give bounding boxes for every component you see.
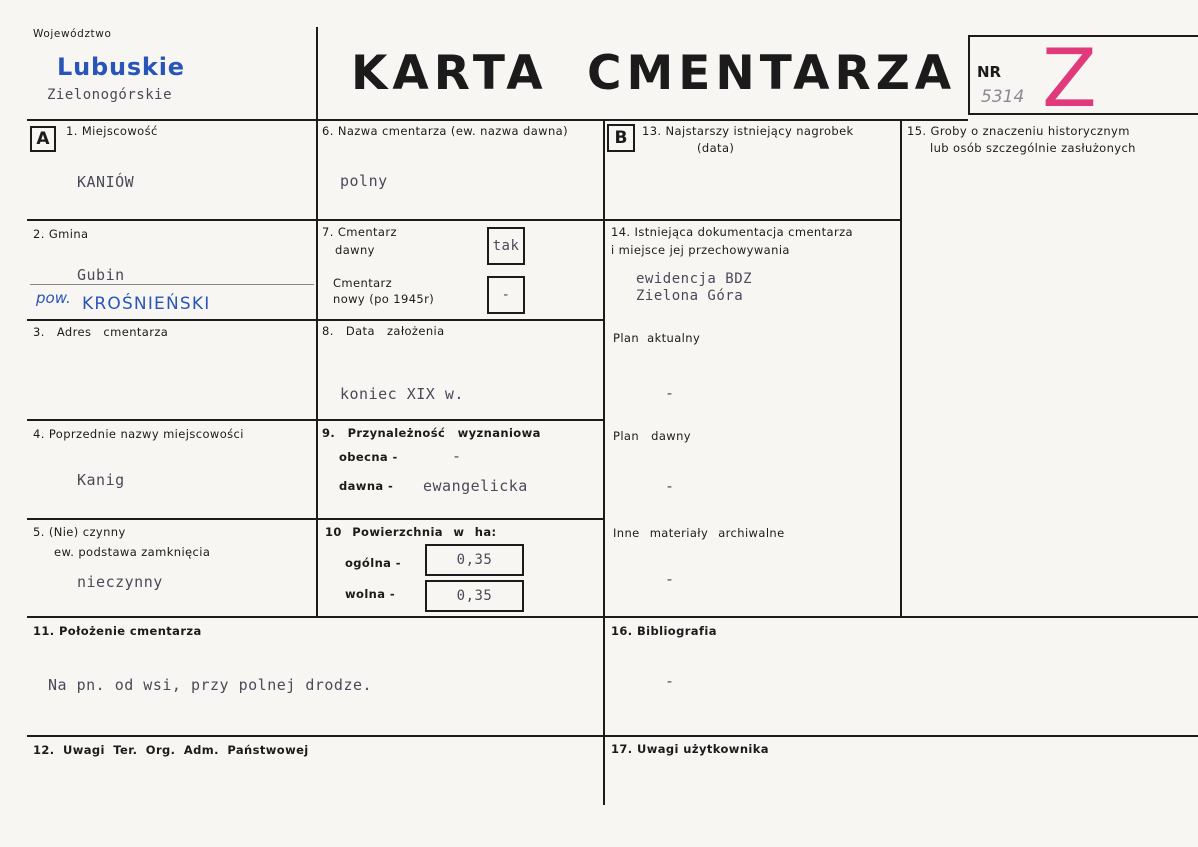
nr-number: 5314	[981, 87, 1025, 107]
f16-label: 16. Bibliografia	[611, 624, 717, 638]
f4-value: Kanig	[77, 471, 125, 489]
f8-label: 8. Data założenia	[322, 324, 445, 338]
f6-value: polny	[340, 172, 388, 190]
f10-free-value-box: 0,35	[425, 580, 524, 612]
f10-total-value-box: 0,35	[425, 544, 524, 576]
f2-value: Gubin	[77, 266, 125, 284]
f14-plan-old-label: Plan dawny	[613, 429, 691, 443]
f7-old-label-2: dawny	[335, 243, 375, 257]
f14-label-2: i miejsce jej przechowywania	[611, 243, 790, 257]
section-a-marker: A	[30, 126, 56, 152]
f14-other-value: -	[665, 570, 675, 588]
f10-label: 10 Powierzchnia w ha:	[325, 525, 497, 539]
f5-label-1: 5. (Nie) czynny	[33, 525, 126, 539]
nr-letter: Z	[1042, 32, 1097, 125]
f13-label-2: (data)	[697, 141, 735, 155]
f14-plan-old-value: -	[665, 477, 675, 495]
f7-old-value-box: tak	[487, 227, 525, 265]
f11-value: Na pn. od wsi, przy polnej drodze.	[48, 676, 373, 694]
f10-free-label: wolna -	[345, 587, 395, 601]
section-b-marker: B	[607, 124, 635, 152]
f1-value: KANIÓW	[77, 173, 135, 191]
grid-line	[316, 27, 318, 617]
f15-label-2: lub osób szczególnie zasłużonych	[930, 141, 1136, 155]
grid-line	[27, 616, 1198, 618]
f16-value: -	[665, 672, 675, 690]
f7-new-label-1: Cmentarz	[333, 276, 393, 290]
f9-current-label: obecna -	[339, 450, 398, 464]
f8-value: koniec XIX w.	[340, 385, 464, 403]
f3-label: 3. Adres cmentarza	[33, 325, 169, 339]
f7-new-label-2: nowy (po 1945r)	[333, 292, 435, 306]
f4-label: 4. Poprzednie nazwy miejscowości	[33, 427, 244, 441]
grid-line	[603, 119, 605, 805]
voivodeship-label: Województwo	[33, 28, 112, 40]
f7-old-label-1: 7. Cmentarz	[322, 225, 397, 239]
f12-label: 12. Uwagi Ter. Org. Adm. Państwowej	[33, 743, 309, 757]
f9-former-label: dawna -	[339, 479, 394, 493]
f13-label-1: 13. Najstarszy istniejący nagrobek	[642, 124, 854, 138]
f6-label: 6. Nazwa cmentarza (ew. nazwa dawna)	[322, 124, 569, 138]
f9-current-value: -	[452, 447, 462, 465]
f2-pow-label: pow.	[36, 289, 71, 307]
grid-line	[900, 119, 902, 617]
f10-total-label: ogólna -	[345, 556, 401, 570]
grid-line	[27, 219, 901, 221]
voivodeship-typed: Zielonogórskie	[47, 87, 173, 103]
grid-line	[27, 735, 1198, 737]
f11-label: 11. Położenie cmentarza	[33, 624, 202, 638]
f17-label: 17. Uwagi użytkownika	[611, 742, 769, 756]
f14-plan-current-value: -	[665, 384, 675, 402]
f7-new-value-box: -	[487, 276, 525, 314]
f14-plan-current-label: Plan aktualny	[613, 331, 701, 345]
f2-label: 2. Gmina	[33, 227, 89, 241]
f14-value-1: ewidencja BDZ	[636, 271, 753, 287]
card-title: KARTA CMENTARZA	[351, 46, 957, 101]
f2-underline	[30, 284, 314, 285]
f9-label: 9. Przynależność wyznaniowa	[322, 426, 541, 440]
f14-value-2: Zielona Góra	[636, 288, 744, 304]
voivodeship-stamp: Lubuskie	[57, 53, 185, 81]
grid-line	[27, 119, 968, 121]
f2-pow-value: KROŚNIEŃSKI	[82, 294, 211, 314]
f14-other-label: Inne materiały archiwalne	[613, 526, 785, 540]
f5-label-2: ew. podstawa zamknięcia	[54, 545, 211, 559]
f1-label: 1. Miejscowość	[66, 124, 158, 138]
f5-value: nieczynny	[77, 573, 163, 591]
f15-label-1: 15. Groby o znaczeniu historycznym	[907, 124, 1130, 138]
f9-former-value: ewangelicka	[423, 477, 528, 495]
f14-label-1: 14. Istniejąca dokumentacja cmentarza	[611, 225, 853, 239]
nr-label: NR	[977, 63, 1002, 81]
